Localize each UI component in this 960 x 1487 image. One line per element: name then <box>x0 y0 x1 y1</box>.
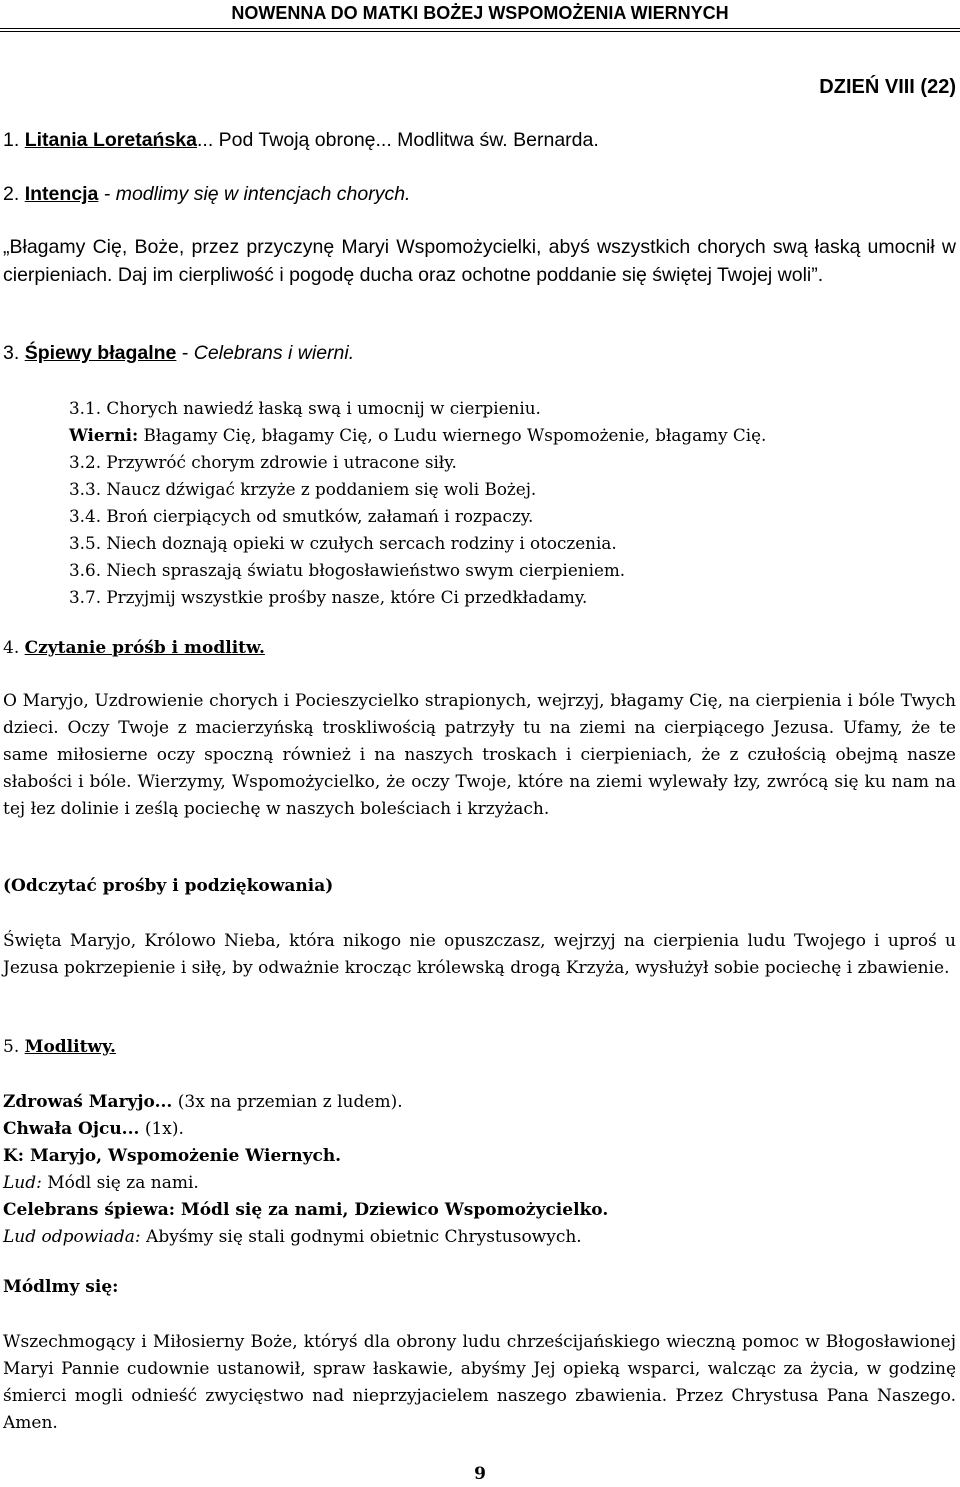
let-us-pray: Módlmy się: <box>3 1277 119 1297</box>
glory-line <box>3 1116 956 1143</box>
invocation: 3.5. Niech doznają opieki w czułych sercach rodziny i otoczenia. <box>69 533 617 553</box>
item-text: ... Pod Twoją obronę... Modlitwa św. Bernarda. <box>197 129 599 151</box>
celebrans-line: Celebrans śpiewa: Módl się za nami, Dziewico Wspomożycielko. <box>3 1200 609 1220</box>
invocation: 3.6. Niech spraszają światu błogosławieństwo swym cierpieniem. <box>69 560 626 580</box>
day-heading: DZIEŃ VIII (22) <box>819 76 956 98</box>
reading-text: O Maryjo, Uzdrowienie chorych i Pocieszycielko strapionych, wejrzyj, błagamy Cię, na cierpienia i bóle Twych dzieci. Oczy Twoje z macierzyńską troskliwością patrzyły tu na ziemi na cierpiącego Jezusa. Ufamy, że te same miłosierne oczy spoczną również i na naszych troskach i cierpieniach, że z czułością obejmą nasze słabości i bóle. Wierzymy, Wspomożycielko, że oczy Twoje, które na ziemi wylewały łzy, zwrócą się ku nam na tej łez dolinie i ześlą pociechę w naszych boleściach i krzyżach. <box>3 691 956 819</box>
lud-label: Lud: <box>3 1173 42 1193</box>
prayers-block <box>3 1089 956 1251</box>
header-rule-2 <box>0 31 960 32</box>
final-prayer: Wszechmogący i Miłosierny Boże, któryś dla obrony ludu chrześcijańskiego wieczną pomoc w Błogosławionej Maryi Pannie cudownie ustanowił, spraw łaskawie, abyśmy Jej opieką wsparci, walcząc za życia, w godzinę śmierci mogli odnieść zwycięstwo nad nieprzyjacielem naszego zbawienia. Przez Chrystusa Pana Naszego. Amen. <box>3 1332 956 1433</box>
response-label: Wierni: <box>69 425 139 445</box>
item-prayers <box>3 1037 956 1057</box>
lud-line <box>3 1170 956 1197</box>
prayer-to-mary: Święta Maryjo, Królowo Nieba, która nikogo nie opuszczasz, wejrzyj na cierpienia ludu Twojego i uproś u Jezusa pokrzepienie i siłę, by odważnie krocząc królewską drogą Krzyża, wysłużył sobie pociechę i zbawienie. <box>3 931 956 978</box>
item-intention <box>3 183 956 206</box>
item-reading <box>3 638 956 658</box>
invocation: 3.1. Chorych nawiedź łaską swą i umocnij w cierpieniu. <box>69 398 541 418</box>
invocation: 3.4. Broń cierpiących od smutków, załamań i rozpaczy. <box>69 506 534 526</box>
item-text: - modlimy się w intencjach chorych. <box>98 183 411 205</box>
hail-mary-line <box>3 1089 956 1116</box>
item-sep: - <box>176 342 194 364</box>
response-text: Błagamy Cię, błagamy Cię, o Ludu wiernego Wspomożenie, błagamy Cię. <box>138 425 767 445</box>
k-line: K: Maryjo, Wspomożenie Wiernych. <box>3 1146 342 1166</box>
lud-text: Módl się za nami. <box>41 1173 199 1193</box>
invocation: 3.7. Przyjmij wszystkie prośby nasze, które Ci przedkładamy. <box>69 587 588 607</box>
hail-mary: Zdrowaś Maryjo... <box>3 1092 173 1112</box>
intention-text: „Błagamy Cię, Boże, przez przyczynę Maryi Wspomożycielki, abyś wszystkich chorych swą łaską umocnił w cierpieniach. Daj im cierpliwość i pogodę ducha oraz ochotne poddanie się świętej Twojej woli”. <box>3 236 956 286</box>
lud-response-label: Lud odpowiada: <box>3 1227 141 1247</box>
item-number: 2. <box>3 183 25 205</box>
page-number: 9 <box>474 1464 486 1484</box>
header-rule <box>0 28 960 29</box>
intention-link: Intencja <box>24 183 99 205</box>
litany-link: Litania Loretańska <box>24 129 197 151</box>
lud-response-line <box>3 1224 956 1251</box>
invocation: 3.3. Naucz dźwigać krzyże z poddaniem się woli Bożej. <box>69 479 537 499</box>
item-chants <box>3 342 956 365</box>
response-line <box>69 422 949 449</box>
lud-response-text: Abyśmy się stali godnymi obietnic Chrystusowych. <box>140 1227 582 1247</box>
glory: Chwała Ojcu... <box>3 1119 140 1139</box>
read-requests-note: (Odczytać prośby i podziękowania) <box>3 876 334 896</box>
item-number: 3. <box>3 342 25 364</box>
item-number: 5. <box>3 1037 25 1057</box>
glory-note: (1x). <box>139 1119 184 1139</box>
reading-link: Czytanie próśb i modlitw. <box>24 638 265 658</box>
chants-link: Śpiewy błagalne <box>24 342 177 364</box>
item-number: 4. <box>3 638 25 658</box>
prayers-link: Modlitwy. <box>24 1037 116 1057</box>
chants-who: Celebrans i wierni. <box>193 342 355 364</box>
invocation: 3.2. Przywróć chorym zdrowie i utracone siły. <box>69 452 457 472</box>
item-number: 1. <box>3 129 25 151</box>
running-header: NOWENNA DO MATKI BOŻEJ WSPOMOŻENIA WIERNYCH <box>231 3 729 23</box>
invocations-list <box>69 395 949 611</box>
hail-mary-note: (3x na przemian z ludem). <box>172 1092 403 1112</box>
item-litany <box>3 129 956 152</box>
